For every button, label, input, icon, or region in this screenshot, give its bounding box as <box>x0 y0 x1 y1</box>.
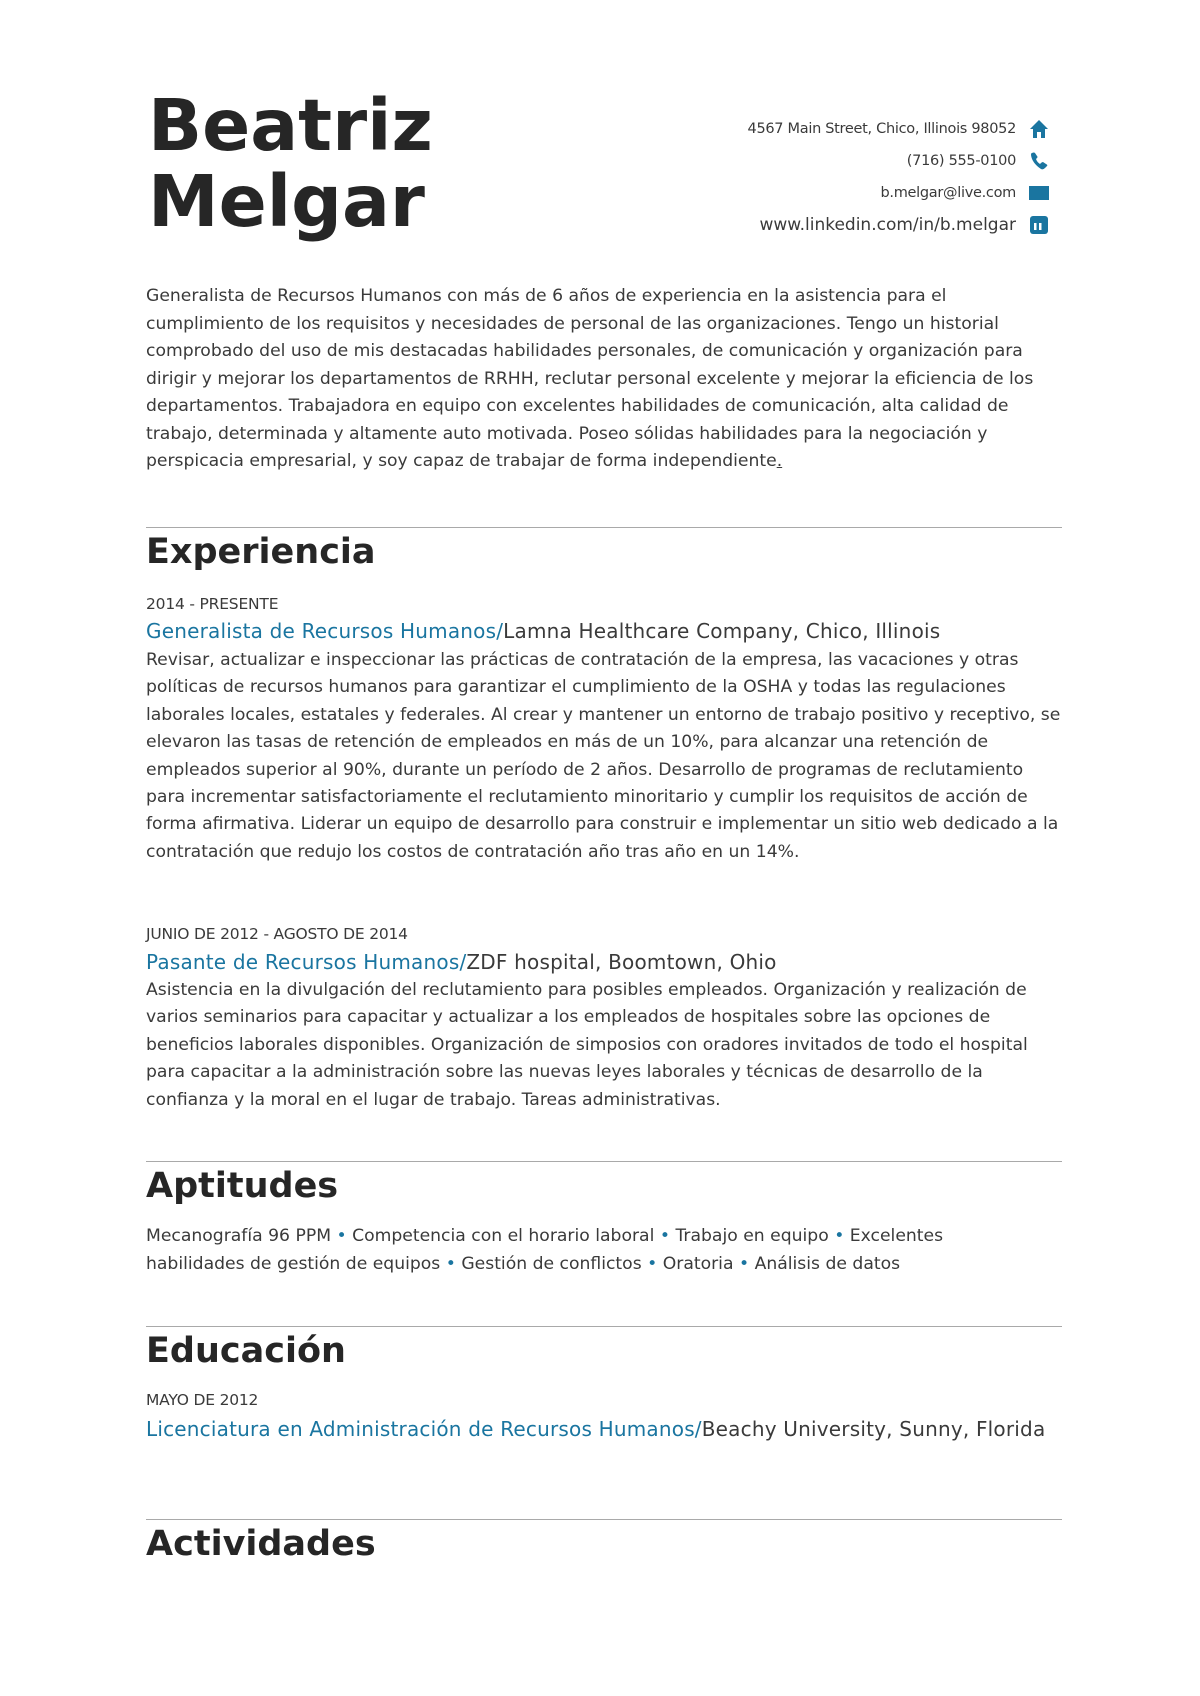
skill-item: Gestión de conflictos <box>461 1253 642 1274</box>
skill-separator: • <box>647 1253 658 1274</box>
summary-text: Generalista de Recursos Humanos con más de 6 años de experiencia en la asistencia para el cumplimiento de los requisitos y necesidades de personal de las organizaciones. Tengo un historial comprobado del uso de mis destacadas habilidades personales, de comunicación y organización para dirigir y mejorar los departamentos de RRHH, reclutar personal excelente y mejorar la eficiencia de los departamentos. Trabajadora en equipo con excelentes habilidades de comunicación, alta calidad de trabajo, determinada y altamente auto motivada. Poseo sólidas habilidades para la negociación y perspicacia empresarial, y soy capaz de trabajar de forma independiente <box>146 286 1034 471</box>
professional-summary <box>146 283 1066 476</box>
job-2-dates: JUNIO DE 2012 - AGOSTO DE 2014 <box>146 925 408 943</box>
section-title-experience: Experiencia <box>146 532 376 572</box>
education-degree <box>146 1416 1076 1443</box>
contact-info <box>748 113 1050 241</box>
skills-list <box>146 1223 1046 1278</box>
section-title-activities: Actividades <box>146 1524 376 1564</box>
job-1-company: Lamna Healthcare Company, Chico, Illinois <box>503 619 941 643</box>
skill-separator: • <box>445 1253 456 1274</box>
skill-item: Excelentes habilidades de gestión de equipos <box>146 1226 944 1274</box>
skill-item: Oratoria <box>662 1253 734 1274</box>
contact-email <box>748 177 1050 209</box>
job-1-role: Generalista de Recursos Humanos/ <box>146 619 504 643</box>
skill-separator: • <box>659 1226 670 1246</box>
email-text[interactable]: b.melgar@live.com <box>880 185 1016 201</box>
skill-item: Competencia con el horario laboral <box>352 1226 655 1246</box>
job-1-description: Revisar, actualizar e inspeccionar las prácticas de contratación de la empresa, las vacaciones y otras políticas de recursos humanos para garantizar el cumplimiento de la OSHA y todas las regulaciones laborales locales, estatales y federales. Al crear y mantener un entorno de trabajo positivo y receptivo, se elevaron las tasas de retención de empleados en más de un 10%, para alcanzar una retención de empleados superior al 90%, durante un período de 2 años. Desarrollo de programas de reclutamiento para incrementar satisfactoriamente el reclutamiento minoritario y cumplir los requisitos de acción de forma afirmativa. Liderar un equipo de desarrollo para construir e implementar un sitio web dedicado a la contratación que redujo los costos de contratación año tras año en un 14%. <box>146 650 1061 862</box>
linkedin-text[interactable]: www.linkedin.com/in/b.melgar <box>759 215 1016 235</box>
phone-icon <box>1028 150 1050 172</box>
job-1-dates: 2014 - PRESENTE <box>146 595 279 613</box>
job-2-role: Pasante de Recursos Humanos/ <box>146 950 467 974</box>
divider-experience <box>146 527 1062 528</box>
address-text: 4567 Main Street, Chico, Illinois 98052 <box>747 121 1016 137</box>
job-1-title <box>146 618 1076 645</box>
home-icon <box>1028 118 1050 140</box>
contact-linkedin <box>748 209 1050 241</box>
phone-text: (716) 555-0100 <box>906 153 1016 169</box>
skill-separator: • <box>336 1226 347 1246</box>
education-school: Beachy University, Sunny, Florida <box>701 1417 1046 1441</box>
skill-separator: • <box>738 1253 750 1274</box>
skill-item: Trabajo en equipo <box>675 1226 829 1246</box>
email-icon <box>1028 182 1050 204</box>
contact-phone <box>748 145 1050 177</box>
summary-trail: . <box>776 451 783 471</box>
education-dates: MAYO DE 2012 <box>146 1391 259 1409</box>
divider-skills <box>146 1161 1062 1162</box>
skill-separator: • <box>834 1226 845 1246</box>
section-title-education: Educación <box>146 1331 346 1371</box>
last-name: Melgar <box>148 160 425 243</box>
job-2-company: ZDF hospital, Boomtown, Ohio <box>466 950 777 974</box>
job-2-title <box>146 949 1076 976</box>
divider-activities <box>146 1519 1062 1520</box>
education-degree-name: Licenciatura en Administración de Recursos Humanos/ <box>146 1417 702 1441</box>
contact-address <box>748 113 1050 145</box>
first-name: Beatriz <box>148 84 433 167</box>
section-title-skills: Aptitudes <box>146 1166 339 1206</box>
divider-education <box>146 1326 1062 1327</box>
candidate-name <box>148 84 433 243</box>
skill-item: Análisis de datos <box>754 1253 901 1274</box>
skill-item: Mecanografía 96 PPM <box>146 1226 332 1246</box>
linkedin-icon <box>1028 214 1050 236</box>
job-2-description: Asistencia en la divulgación del reclutamiento para posibles empleados. Organización y realización de varios seminarios para capacitar y actualizar a los empleados de hospitales sobre las opciones de beneficios laborales disponibles. Organización de simposios con oradores invitados de todo el hospital para capacitar a la administración sobre las nuevas leyes laborales y técnicas de desarrollo de la confianza y la moral en el lugar de trabajo. Tareas administrativas. <box>146 980 1028 1110</box>
